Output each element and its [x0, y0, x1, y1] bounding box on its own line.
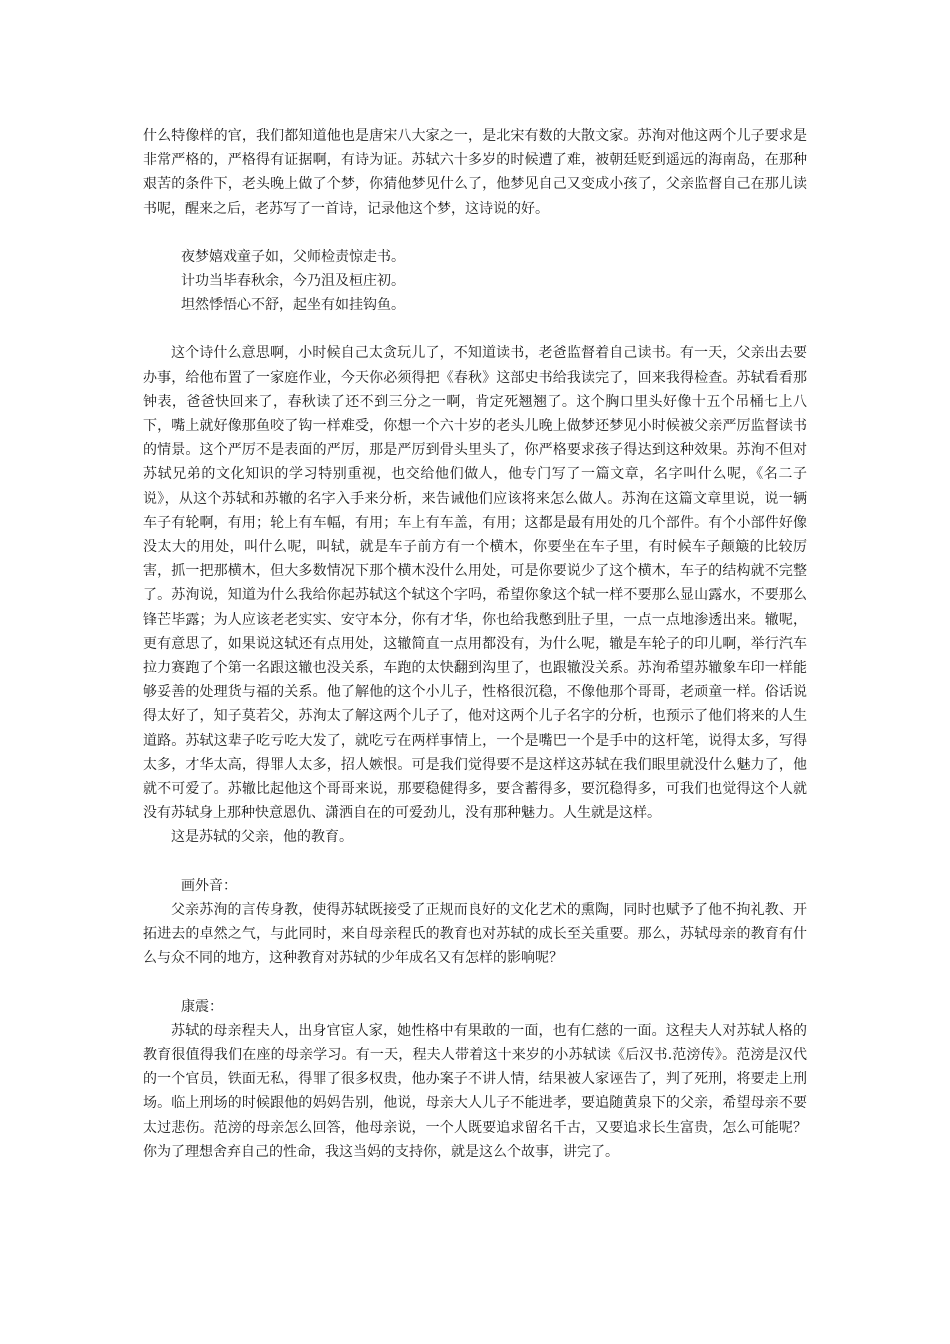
- paragraph-4: 父亲苏洵的言传身教，使得苏轼既接受了正规而良好的文化艺术的熏陶，同时也赋予了他不拘礼教、开拓进去的卓然之气，与此同时，来自母亲程氏的教育也对苏轼的成长至关重要。那么，苏轼母亲的教育有什么与众不同的地方，这种教育对苏轼的少年成名又有怎样的影响呢？: [143, 901, 807, 967]
- poem-line: 坦然悸悟心不舒，起坐有如挂钩鱼。: [181, 297, 405, 314]
- poem: [143, 245, 807, 318]
- speaker-label-kangzhen: 康震：: [181, 998, 223, 1015]
- speaker-label-voiceover: 画外音：: [181, 877, 237, 894]
- document-body: [143, 124, 807, 1164]
- paragraph-2: 这个诗什么意思啊，小时候自己太贪玩儿了，不知道读书，老爸监督着自己读书。有一天，父亲出去要办事，给他布置了一家庭作业，今天你必须得把《春秋》这部史书给我读完了，回来我得检查。苏轼看看那钟表，爸爸快回来了，春秋读了还不到三分之一啊，肯定死翘翘了。这个胸口里头好像十五个吊桶七上八下，嘴上就好像那鱼咬了钩一样难受，你想一个六十岁的老头儿晚上做梦还梦见小时候被父亲严厉监督读书的情景。这个严厉不是表面的严厉，那是严厉到骨头里头了，你严格要求孩子得达到这种效果。苏洵不但对苏轼兄弟的文化知识的学习特别重视，也交给他们做人，他专门写了一篇文章，名字叫什么呢，《名二子说》，从这个苏轼和苏辙的名字入手来分析，来告诫他们应该将来怎么做人。苏洵在这篇文章里说，说一辆车子有轮啊，有用；轮上有车幅，有用；车上有车盖，有用；这都是最有用处的几个部件。有个小部件好像没太大的用处，叫什么呢，叫轼，就是车子前方有一个横木，你要坐在车子里，有时候车子颠簸的比较厉害，抓一把那横木，但大多数情况下那个横木没什么用处，可是你要说少了这个横木，车子的结构就不完整了。苏洵说，知道为什么我给你起苏轼这个轼这个字吗，希望你象这个轼一样不要那么显山露水，不要那么锋芒毕露；为人应该老老实实、安守本分，你有才华，你也给我憋到肚子里，一点一点地渗透出来。辙呢，更有意思了，如果说这轼还有点用处，这辙简直一点用都没有，为什么呢，辙是车轮子的印儿啊，举行汽车拉力赛跑了个第一名跟这辙也没关系，车跑的太快翻到沟里了，也跟辙没关系。苏洵希望苏辙象车印一样能够妥善的处理货与福的关系。他了解他的这个小儿子，性格很沉稳，不像他那个哥哥，老顽童一样。俗话说得太好了，知子莫若父，苏洵太了解这两个儿子了，他对这两个儿子名字的分析，也预示了他们将来的人生道路。苏轼这辈子吃亏吃大发了，就吃亏在两样事情上，一个是嘴巴一个是手中的这杆笔，说得太多，写得太多，才华太高，得罪人太多，招人嫉恨。可是我们觉得要不是这样这苏轼在我们眼里就没什么魅力了，他就不可爱了。苏辙比起他这个哥哥来说，那要稳健得多，要含蓄得多，要沉稳得多，可我们也觉得这个人就没有苏轼身上那种快意恩仇、潇洒自在的可爱劲儿，没有那种魅力。人生就是这样。: [143, 345, 807, 822]
- poem-line: 夜梦嬉戏童子如，父师检责惊走书。: [181, 248, 405, 265]
- spacer: [143, 850, 807, 874]
- paragraph-1: 什么特像样的官，我们都知道他也是唐宋八大家之一，是北宋有数的大散文家。苏洵对他这两个儿子要求是非常严格的，严格得有证据啊，有诗为证。苏轼六十多岁的时候遭了难，被朝廷贬到遥远的海南岛，在那种艰苦的条件下，老头晚上做了个梦，你猜他梦见什么了，他梦见自己又变成小孩了，父亲监督自己在那儿读书呢，醒来之后，老苏写了一首诗，记录他这个梦，这诗说的好。: [143, 128, 807, 217]
- paragraph-3: 这是苏轼的父亲，他的教育。: [171, 829, 353, 846]
- paragraph-5: 苏轼的母亲程夫人，出身官宦人家，她性格中有果敢的一面，也有仁慈的一面。这程夫人对苏轼人格的教育很值得我们在座的母亲学习。有一天，程夫人带着这十来岁的小苏轼读《后汉书.范滂传》。范滂是汉代的一个官员，铁面无私，得罪了很多权贵，他办案子不讲人情，结果被人家诬告了，判了死刑，将要走上刑场。临上刑场的时候跟他的妈妈告别，他说，母亲大人儿子不能进孝，要追随黄泉下的父亲，希望母亲不要太过悲伤。范滂的母亲怎么回答，他母亲说，一个人既要追求留名千古，又要追求长生富贵，怎么可能呢？你为了理想舍弃自己的性命，我这当妈的支持你，就是这么个故事，讲完了。: [143, 1022, 807, 1160]
- poem-line: 计功当毕春秋余，今乃沮及桓庄初。: [181, 273, 405, 290]
- spacer: [143, 317, 807, 341]
- spacer: [143, 221, 807, 245]
- spacer: [143, 971, 807, 995]
